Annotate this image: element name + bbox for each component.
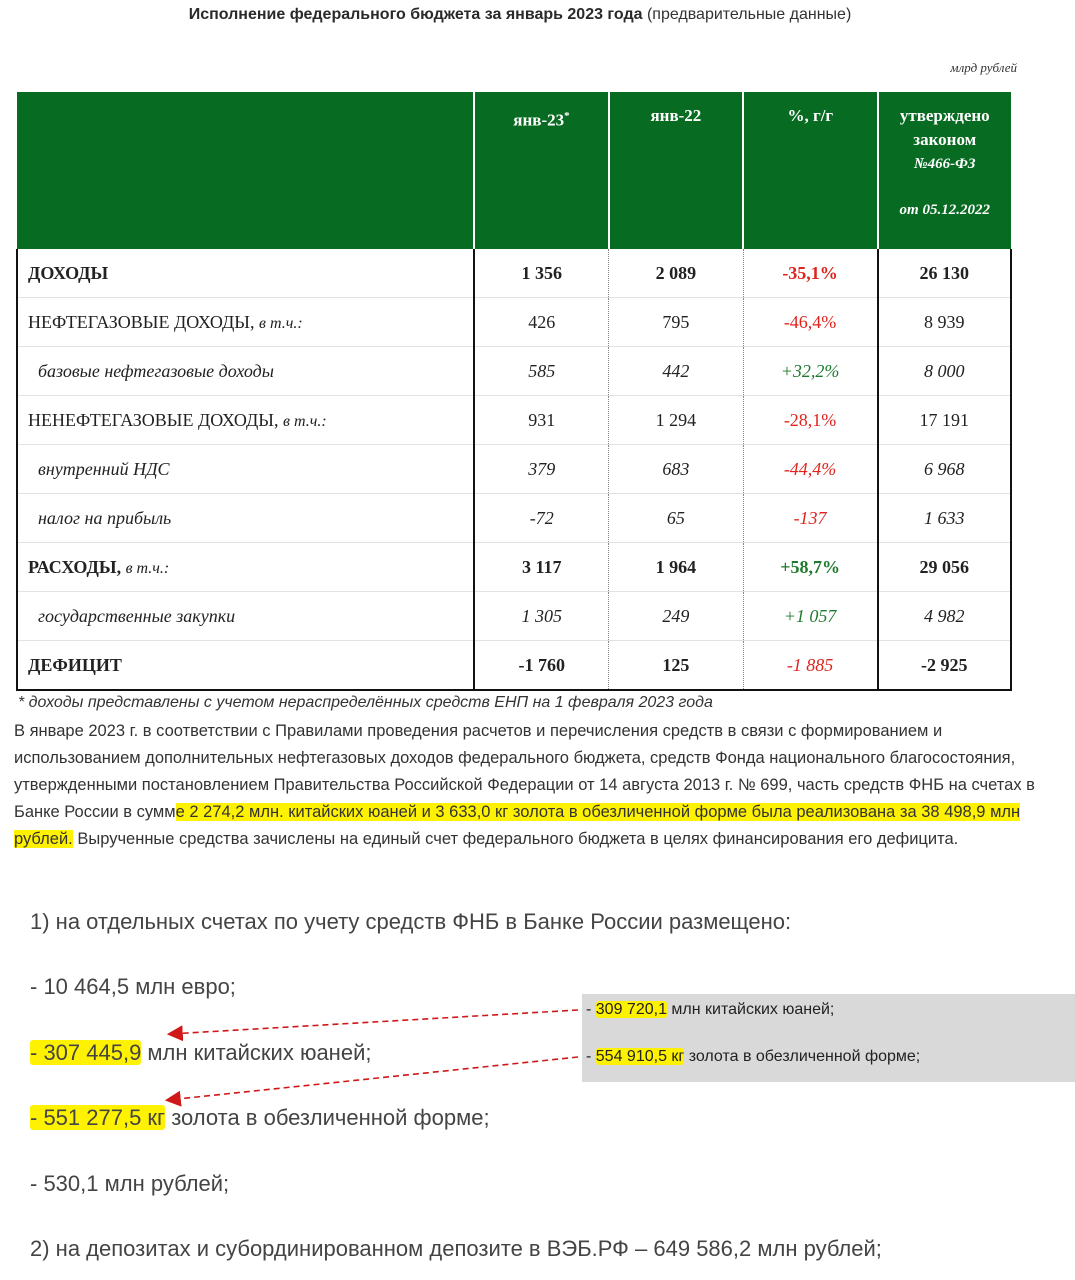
row-label-text: внутренний НДС [38,458,170,479]
cell-jan23: 585 [474,347,608,396]
cell-yoy: -1 885 [743,641,877,691]
list-heading: 1) на отдельных счетах по учету средств ФНБ в Банке России размещено: [30,909,792,934]
row-label-sub: в т.ч.: [125,559,170,577]
cell-yoy: -44,4% [743,445,877,494]
arrow-gold [168,1057,578,1100]
comparison-yuan-rest: млн китайских юаней; [666,1001,835,1018]
header-law-line1: утверждено [899,106,990,125]
header-law-line2: законом [913,130,977,149]
cell-yoy: +58,7% [743,543,877,592]
cell-law: 6 968 [878,445,1011,494]
arrow-yuan [170,1010,578,1034]
cell-yoy: -46,4% [743,298,877,347]
header-jan23-text: янв-23 [513,110,565,130]
header-jan23-mark: * [564,110,570,122]
comparison-gold-rest: золота в обезличенной форме; [684,1048,921,1065]
cell-law: 1 633 [878,494,1011,543]
cell-law: 17 191 [878,396,1011,445]
cell-jan22: 125 [609,641,743,691]
paragraph-part2: Вырученные средства зачислены на единый счет федерального бюджета в целях финансирования его дефицита. [72,830,959,848]
yuan-highlight: - 307 445,9 [30,1040,142,1065]
cell-law: -2 925 [878,641,1011,691]
paragraph-highlight: е 2 274,2 млн. китайских юаней и 3 633,0 кг золота в обезличенной форме была реализована за 38 498,9 млн рублей. [14,803,1021,848]
cell-law: 8 000 [878,347,1011,396]
row-label-text: базовые нефтегазовые доходы [38,360,274,381]
header-yoy: %, г/г [743,92,877,249]
gold-rest: золота в обезличенной форме; [165,1105,490,1130]
list-item-rub: - 530,1 млн рублей; [30,1171,230,1196]
cell-jan22: 65 [609,494,743,543]
yuan-rest: млн китайских юаней; [141,1040,372,1065]
cell-jan22: 1 964 [609,543,743,592]
cell-jan22: 795 [609,298,743,347]
cell-yoy: -28,1% [743,396,877,445]
cell-jan23: 1 305 [474,592,608,641]
cell-jan23: 1 356 [474,249,608,298]
cell-jan22: 249 [609,592,743,641]
cell-jan22: 683 [609,445,743,494]
row-label-sub: в т.ч.: [283,412,327,430]
cell-jan23: -1 760 [474,641,608,691]
cell-jan23: 379 [474,445,608,494]
title-bold: Исполнение федерального бюджета за январь 2023 года [188,6,643,23]
unit-label: млрд рублей [950,60,1017,75]
header-jan22: янв-22 [609,92,743,249]
row-label-text: налог на прибыль [38,507,172,528]
header-law-line4: от 05.12.2022 [899,202,990,218]
cell-jan22: 1 294 [609,396,743,445]
cell-jan22: 2 089 [609,249,743,298]
list-item-euro: - 10 464,5 млн евро; [30,974,236,999]
cell-law: 29 056 [878,543,1011,592]
row-label-sub: в т.ч.: [259,314,303,332]
paragraph-part1: В январе 2023 г. в соответствии с Правилами проведения расчетов и перечисления средств в связи с формированием и использованием дополнительных нефтегазовых доходов федерального бюджета, средств Фонда национального благосостояния, утвержденными постановлением Правительства Российской Федерации от 14 августа 2013 г. № 699, часть средств ФНБ на счетах в Банке России в сумм [14,722,1035,821]
cell-jan23: -72 [474,494,608,543]
gold-highlight: - 551 277,5 кг [30,1105,166,1130]
cell-yoy: +1 057 [743,592,877,641]
row-label-text: ДЕФИЦИТ [28,654,122,675]
cell-jan23: 426 [474,298,608,347]
comparison-gold-prefix: - [586,1048,596,1065]
cell-law: 4 982 [878,592,1011,641]
cell-jan23: 931 [474,396,608,445]
cell-law: 26 130 [878,249,1011,298]
cell-yoy: +32,2% [743,347,877,396]
cell-yoy: -137 [743,494,877,543]
title-note: (предварительные данные) [646,6,852,23]
row-label-text: ДОХОДЫ [28,262,109,283]
comparison-yuan-highlight: 309 720,1 [595,1001,667,1018]
cell-jan22: 442 [609,347,743,396]
comparison-gold-highlight: 554 910,5 кг [595,1048,685,1065]
row-label-text: НЕФТЕГАЗОВЫЕ ДОХОДЫ, [28,311,255,332]
comparison-yuan-prefix: - [586,1001,596,1018]
cell-yoy: -35,1% [743,249,877,298]
row-label-text: государственные закупки [38,605,236,626]
cell-law: 8 939 [878,298,1011,347]
list-item-deposit: 2) на депозитах и субординированном депозите в ВЭБ.РФ – 649 586,2 млн рублей; [30,1236,882,1261]
row-label-text: НЕНЕФТЕГАЗОВЫЕ ДОХОДЫ, [28,409,279,430]
cell-jan23: 3 117 [474,543,608,592]
header-law-line3: №466-ФЗ [913,156,976,172]
row-label-text: РАСХОДЫ, [28,556,122,577]
table-footnote: * доходы представлены с учетом нераспределённых средств ЕНП на 1 февраля 2023 года [18,694,713,711]
